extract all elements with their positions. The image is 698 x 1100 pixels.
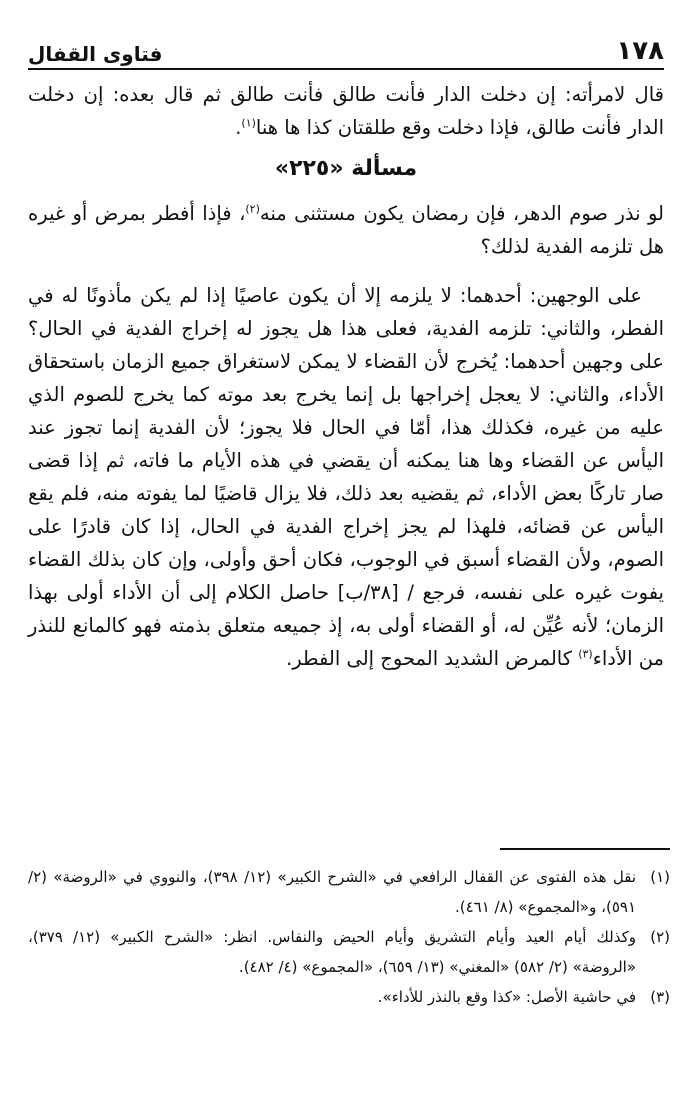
question-heading: مسألة «٢٢٥» [274,156,418,181]
answer-paragraph [28,279,664,675]
footnote-3 [28,982,670,1012]
answer-text-a: على الوجهين: أحدهما: لا يلزمه إلا أن يكون عاصيًا إذا لم يكن مأذونًا له في الفطر، والثاني: تلزمه الفدية، فعلى هذا هل يجوز له إخراج الفدية في الحال؟ على وجهين أحدهما: يُخرج لأن القضاء لا يمكن لاستغراق جميع الزمان باستحقاق الأداء، والثاني: لا يعجل إخراجها بل إنما يخرج بعد موته كما يخرج للصوم الذي عليه من غيره، فكذلك هذا، أمّا في الحال فلا يجوز؛ لأن الفدية إنما تجوز عند اليأس عن القضاء وها هنا يمكنه أن يقضي في هذه الأيام ما فاته، ثم إذا قضى صار تاركًا بعض الأداء، ثم يقضيه بعد ذلك، فلا يزال قاضيًا لما يفوته منه، فلم يقع اليأس عن قضائه، فلهذا لم يجز إخراج الفدية في الحال، إذا كان قادرًا على الصوم، ولأن القضاء أسبق في الوجوب، فكان أحق وأولى، وإن كان بذلك القضاء يفوت غيره على نفسه، فرجع / [٣٨/ب] حاصل الكلام إلى أن الأداء أولى بهذا الزمان؛ لأنه عُيِّن له، أو القضاء أولى به، إذ جميعه متعلق بذمته فهو كالمانع للنذر من الأداء [28,284,664,670]
answer-text-b: كالمرض الشديد المحوج إلى الفطر. [286,647,579,670]
intro-text: قال لامرأته: إن دخلت الدار فأنت طالق فأنت طالق ثم قال بعده: إن دخلت الدار فأنت طالق، فإذا دخلت وقع طلقتان كذا ها هنا [28,83,664,139]
running-title: فتاوى القفال [28,42,163,66]
footnote-number: (٢) [650,928,670,946]
question-paragraph [28,197,664,263]
footnote-ref-1[interactable]: (١) [241,116,256,130]
footnote-1 [28,862,670,922]
intro-paragraph [28,78,664,144]
footnotes [28,862,670,1012]
intro-end: . [235,116,242,139]
footnote-text: نقل هذه الفتوى عن القفال الرافعي في «الشرح الكبير» (١٢/ ٣٩٨)، والنووي في «الروضة» (٢/ ٥٩١)، و«المجموع» (٨/ ٤٦١). [28,868,637,916]
page-header [28,30,664,70]
question-text-b: ، فإذا أفطر بمرض أو غيره هل تلزمه الفدية لذلك؟ [28,202,664,258]
footnote-text: في حاشية الأصل: «كذا وقع بالنذر للأداء». [377,988,636,1006]
page-number: ١٧٨ [616,36,664,66]
footnote-ref-3[interactable]: (٣) [578,647,593,661]
footnote-number: (٣) [650,988,670,1006]
footnote-separator [500,848,670,850]
footnote-ref-2[interactable]: (٢) [245,202,260,216]
footnote-2 [28,922,670,982]
footnote-text: وكذلك أيام العيد وأيام التشريق وأيام الحيض والنفاس. انظر: «الشرح الكبير» (١٢/ ٣٧٩)، «الروضة» (٢/ ٥٨٢) «المغني» (١٣/ ٦٥٩)، «المجموع» (٤/ ٤٨٢). [28,928,636,976]
page [28,30,664,675]
footnote-number: (١) [650,868,670,886]
question-text-a: لو نذر صوم الدهر، فإن رمضان يكون مستثنى منه [259,202,664,225]
